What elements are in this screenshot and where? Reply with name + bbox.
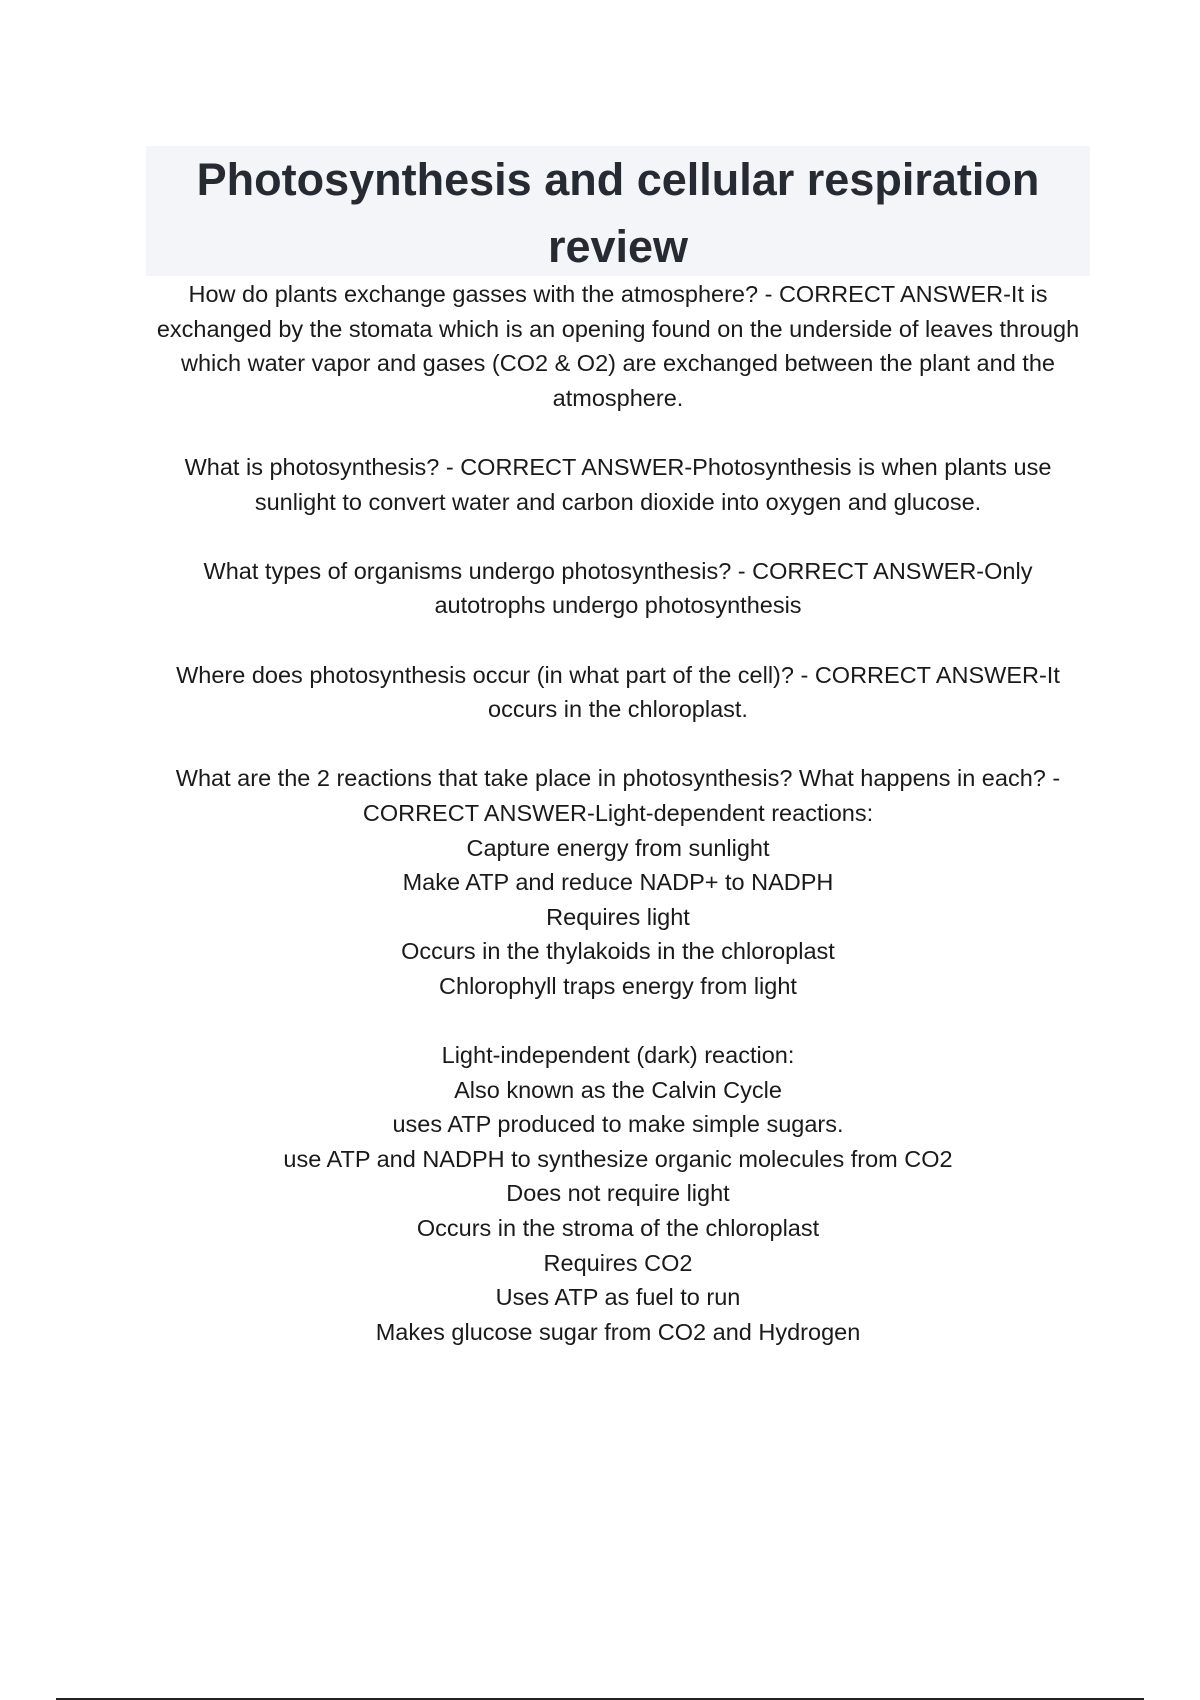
dark-reaction-section: [146, 1038, 1090, 1349]
dark-reaction-line: uses ATP produced to make simple sugars.: [392, 1111, 844, 1138]
dark-reaction-line: Requires CO2: [543, 1249, 693, 1276]
dark-reaction-line: use ATP and NADPH to synthesize organic molecules from CO2: [283, 1145, 953, 1172]
dark-reaction-heading: Light-independent (dark) reaction:: [441, 1042, 795, 1069]
light-reaction-line: Make ATP and reduce NADP+ to NADPH: [402, 869, 834, 896]
page-title: Photosynthesis and cellular respiration review: [196, 154, 1040, 272]
light-reaction-line: Chlorophyll traps energy from light: [439, 972, 797, 999]
qa-reactions-question: What are the 2 reactions that take place in photosynthesis? What happens in each? - CORRECT ANSWER-Light-dependent reactions:: [175, 765, 1061, 826]
title-banner: [146, 146, 1090, 276]
qa-item-organisms: What types of organisms undergo photosynthesis? - CORRECT ANSWER-Only autotrophs undergo photosynthesis: [203, 557, 1033, 619]
dark-reaction-line: Does not require light: [506, 1180, 730, 1207]
document-body: [146, 277, 1090, 1349]
light-reaction-line: Occurs in the thylakoids in the chloroplast: [401, 938, 835, 965]
qa-item-definition: What is photosynthesis? - CORRECT ANSWER-Photosynthesis is when plants use sunlight to convert water and carbon dioxide into oxygen and glucose.: [184, 453, 1052, 515]
dark-reaction-line: Makes glucose sugar from CO2 and Hydrogen: [375, 1318, 861, 1345]
dark-reaction-line: Uses ATP as fuel to run: [495, 1284, 741, 1311]
dark-reaction-line: Also known as the Calvin Cycle: [454, 1076, 782, 1103]
dark-reaction-line: Occurs in the stroma of the chloroplast: [416, 1215, 820, 1242]
light-reaction-line: Capture energy from sunlight: [466, 834, 770, 861]
light-reaction-line: Requires light: [546, 903, 690, 930]
qa-item-stomata: How do plants exchange gasses with the atmosphere? - CORRECT ANSWER-It is exchanged by the stomata which is an opening found on the underside of leaves through which water vapor and gases (CO2 & O2) are exchanged between the plant and the atmosphere.: [156, 281, 1080, 411]
qa-item-location: Where does photosynthesis occur (in what part of the cell)? - CORRECT ANSWER-It occurs in the chloroplast.: [176, 661, 1060, 723]
qa-item-reactions: [146, 761, 1090, 1003]
